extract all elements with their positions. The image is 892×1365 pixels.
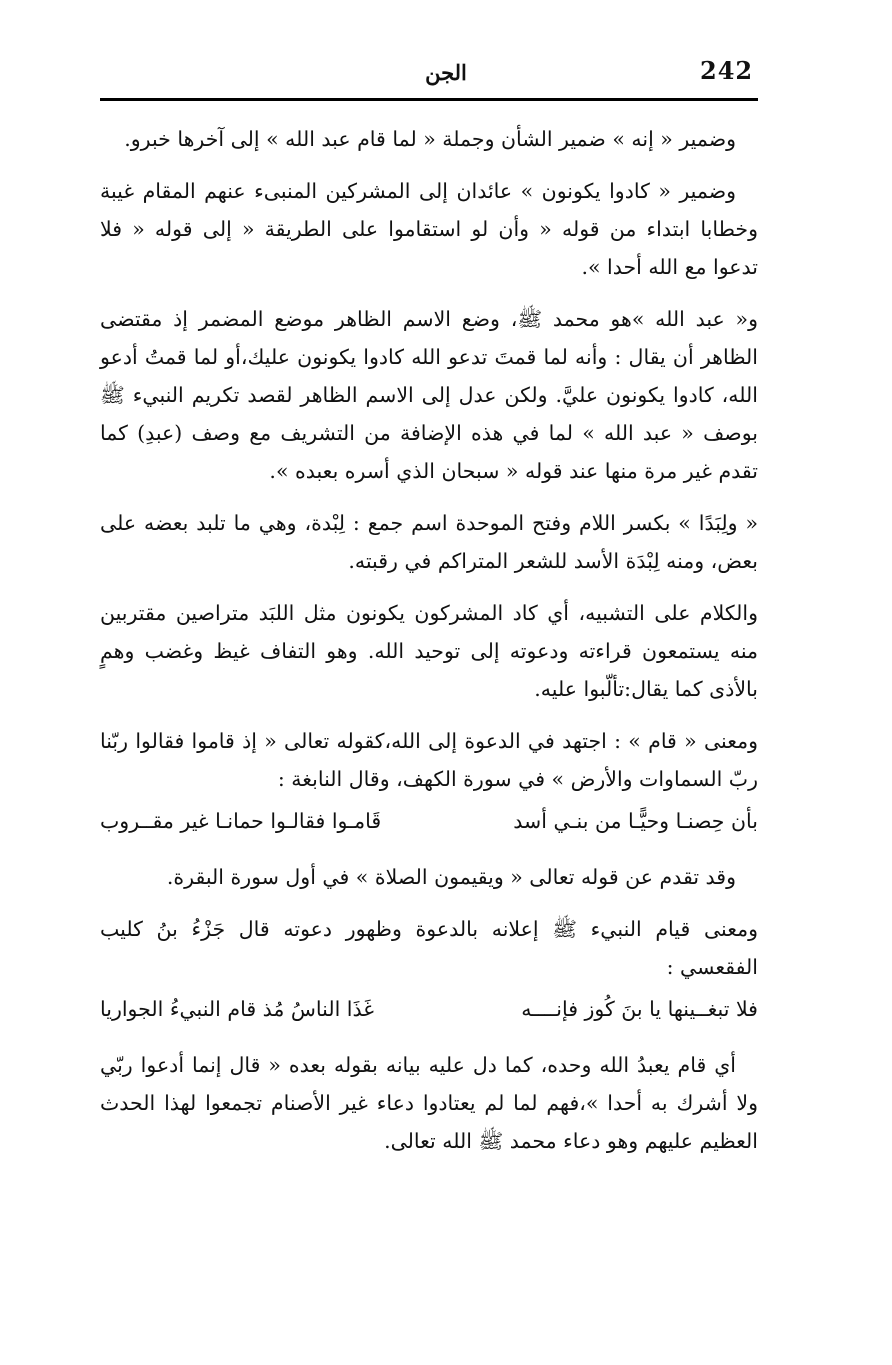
paragraph: والكلام على التشبيه، أي كاد المشركون يكونون مثل اللبَد متراصين مقتربين منه يستمعون قراءته ودعوته إلى توحيد الله. وهو التفاف غيظ وغضب وهمٍ بالأذى كما يقال:تألّبوا عليه. xyxy=(100,601,758,701)
page-body xyxy=(100,120,758,1174)
verse-second-hemistich: قَامـوا فقالـوا حمانـا غير مقــروب xyxy=(100,809,382,833)
paragraph: أي قام يعبدُ الله وحده، كما دل عليه بيانه بقوله بعده « قال إنما أدعوا ربّي ولا أشرك به أحدا »،فهم لما لم يعتادوا دعاء غير الأصنام تجمعوا لهذا الحدث العظيم عليهم وهو دعاء محمد ﷺ الله تعالى. xyxy=(100,1053,758,1153)
verse-second-hemistich: غَذَا الناسُ مُذ قام النبيءُ الجواريا xyxy=(100,997,374,1021)
page-number: 242 xyxy=(700,56,754,85)
running-title: الجن xyxy=(425,60,467,85)
paragraph: ومعنى « قام » : اجتهد في الدعوة إلى الله،كقوله تعالى « إذ قاموا فقالوا ربّنا ربّ السماوات والأرض » في سورة الكهف، وقال النابغة : xyxy=(100,729,758,791)
paragraph: وضمير « كادوا يكونون » عائدان إلى المشركين المنبىء عنهم المقام غيبة وخطابا ابتداء من قوله « وأن لو استقاموا على الطريقة « إلى قوله « فلا تدعوا مع الله أحدا ». xyxy=(100,179,758,279)
verse-first-hemistich: فلا تبغــينها يا بنَ كُوز فإنــــه xyxy=(521,997,758,1021)
poetry-verse xyxy=(100,990,758,1028)
paragraph: « ولِبَدًا » بكسر اللام وفتح الموحدة اسم جمع : لِبْدة، وهي ما تلبد بعضه على بعض، ومنه لِبْدَة الأسد للشعر المتراكم في رقبته. xyxy=(100,511,758,573)
verse-first-hemistich: بأن حِصنـا وحيًّـا من بنـي أسد xyxy=(513,809,758,833)
header-rule xyxy=(100,98,758,101)
paragraph: وضمير « إنه » ضمير الشأن وجملة « لما قام عبد الله » إلى آخرها خبرو. xyxy=(124,127,736,151)
paragraph: و« عبد الله »هو محمد ﷺ، وضع الاسم الظاهر موضع المضمر إذ مقتضى الظاهر أن يقال : وأنه لما قمتَ تدعو الله كادوا يكونون عليك،أو لما قمتُ أدعو الله، كادوا يكونون عليَّ. ولكن عدل إلى الاسم الظاهر لقصد تكريم النبيء ﷺ بوصف « عبد الله » لما في هذه الإضافة من التشريف مع وصف (عبدِ) كما تقدم غير مرة منها عند قوله « سبحان الذي أسره بعبده ». xyxy=(100,307,758,483)
poetry-verse xyxy=(100,802,758,840)
paragraph: ومعنى قيام النبيء ﷺ إعلانه بالدعوة وظهور دعوته قال جَزْءُ بنُ كليب الفقعسي : xyxy=(100,917,758,979)
paragraph: وقد تقدم عن قوله تعالى « ويقيمون الصلاة » في أول سورة البقرة. xyxy=(166,865,736,889)
